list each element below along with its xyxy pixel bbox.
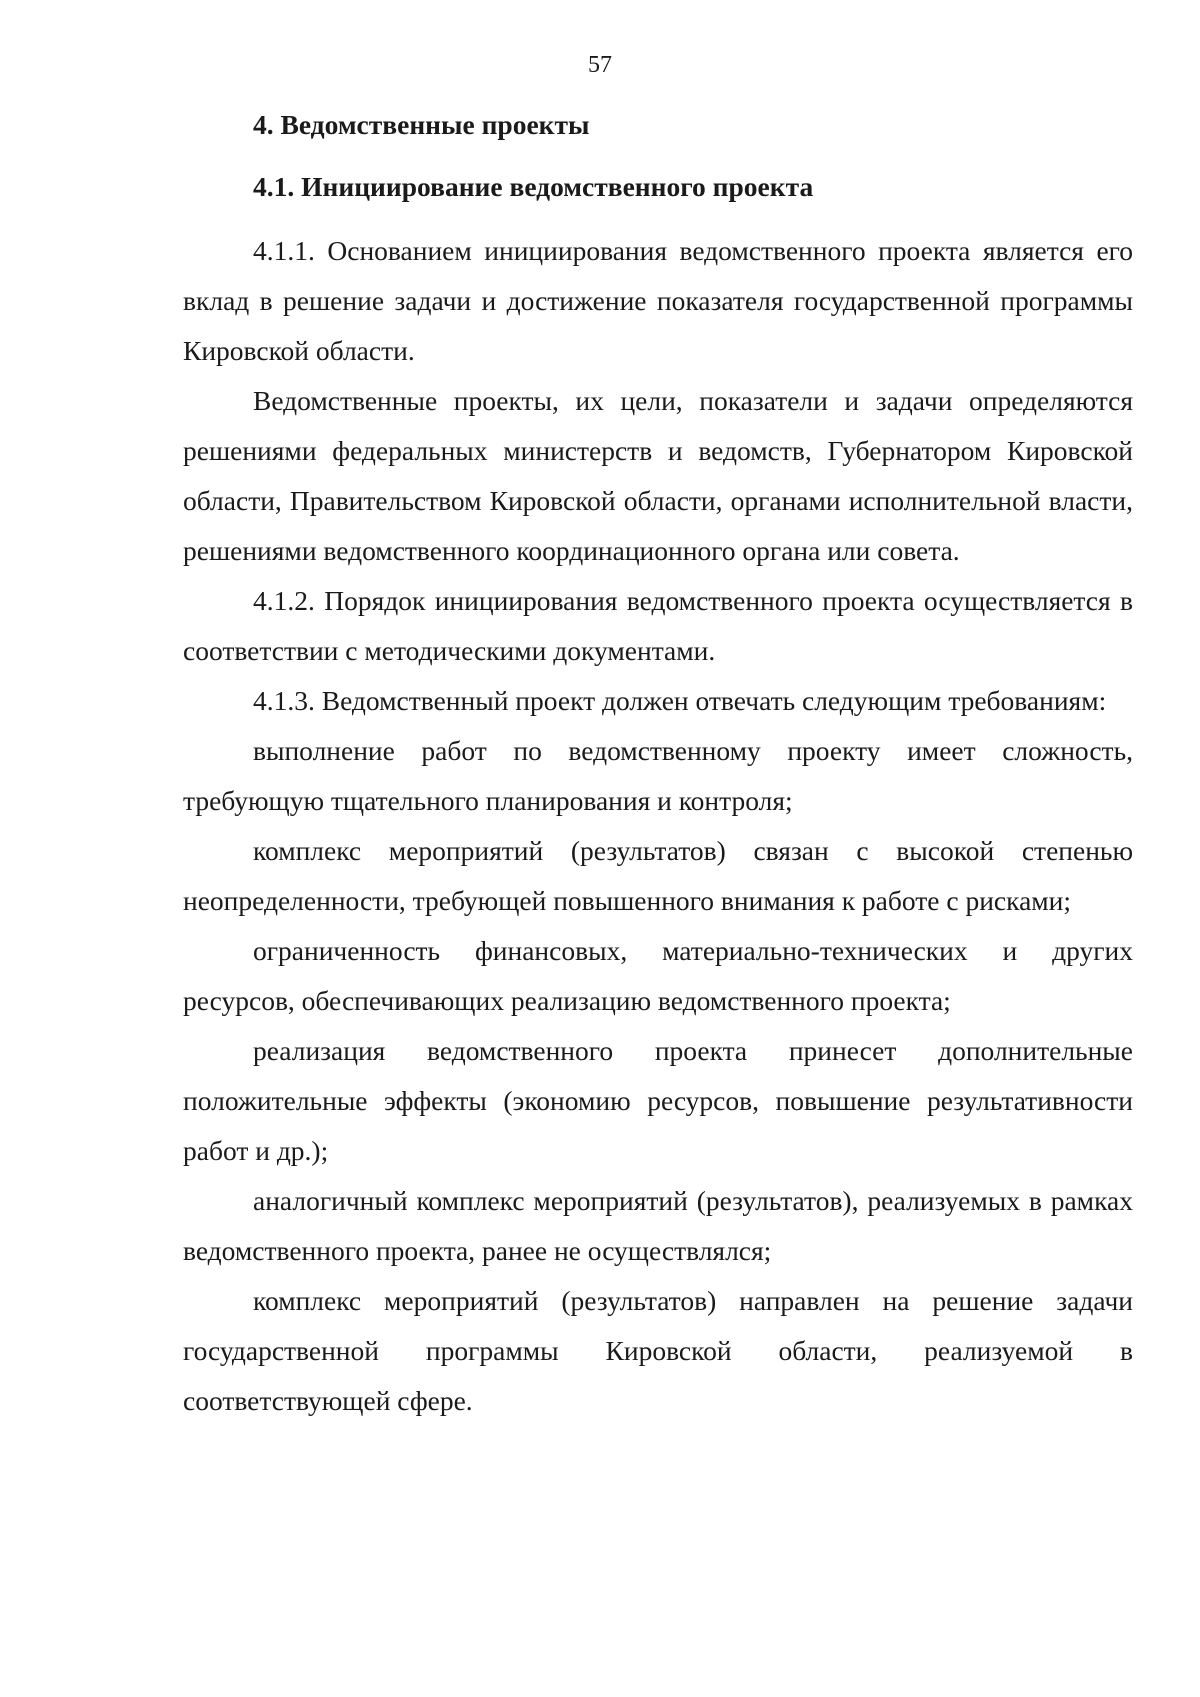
requirement-item: ограниченность финансовых, материально-технических и других ресурсов, обеспечивающих реализацию ведомственного проекта;: [183, 935, 1133, 1016]
requirement-item: реализация ведомственного проекта принесет дополнительные положительные эффекты (экономию ресурсов, повышение результативности работ и др.);: [183, 1035, 1133, 1166]
paragraph-4-1-3: 4.1.3. Ведомственный проект должен отвечать следующим требованиям:: [253, 685, 1107, 716]
section-heading: 4. Ведомственные проекты: [253, 109, 590, 140]
page-number: 57: [588, 52, 612, 78]
requirement-item: аналогичный комплекс мероприятий (результатов), реализуемых в рамках ведомственного проекта, ранее не осуществлялся;: [183, 1185, 1133, 1266]
paragraph-departmental-projects: Ведомственные проекты, их цели, показатели и задачи определяются решениями федеральных министерств и ведомств, Губернатором Кировской области, Правительством Кировской области, органами исполнительной власти, решениями ведомственного координационного органа или совета.: [183, 385, 1133, 566]
requirement-item: комплекс мероприятий (результатов) связан с высокой степенью неопределенности, требующей повышенного внимания к работе с рисками;: [183, 835, 1133, 916]
requirement-item: выполнение работ по ведомственному проекту имеет сложность, требующую тщательного планирования и контроля;: [183, 735, 1133, 816]
subsection-heading: 4.1. Инициирование ведомственного проекта: [253, 171, 814, 202]
paragraph-4-1-1: 4.1.1. Основанием инициирования ведомственного проекта является его вклад в решение задачи и достижение показателя государственной программы Кировской области.: [183, 235, 1133, 366]
document-body: [183, 100, 1133, 1426]
requirement-item: комплекс мероприятий (результатов) направлен на решение задачи государственной программы Кировской области, реализуемой в соответствующей сфере.: [183, 1285, 1133, 1416]
paragraph-4-1-2: 4.1.2. Порядок инициирования ведомственного проекта осуществляется в соответствии с методическими документами.: [183, 585, 1133, 666]
